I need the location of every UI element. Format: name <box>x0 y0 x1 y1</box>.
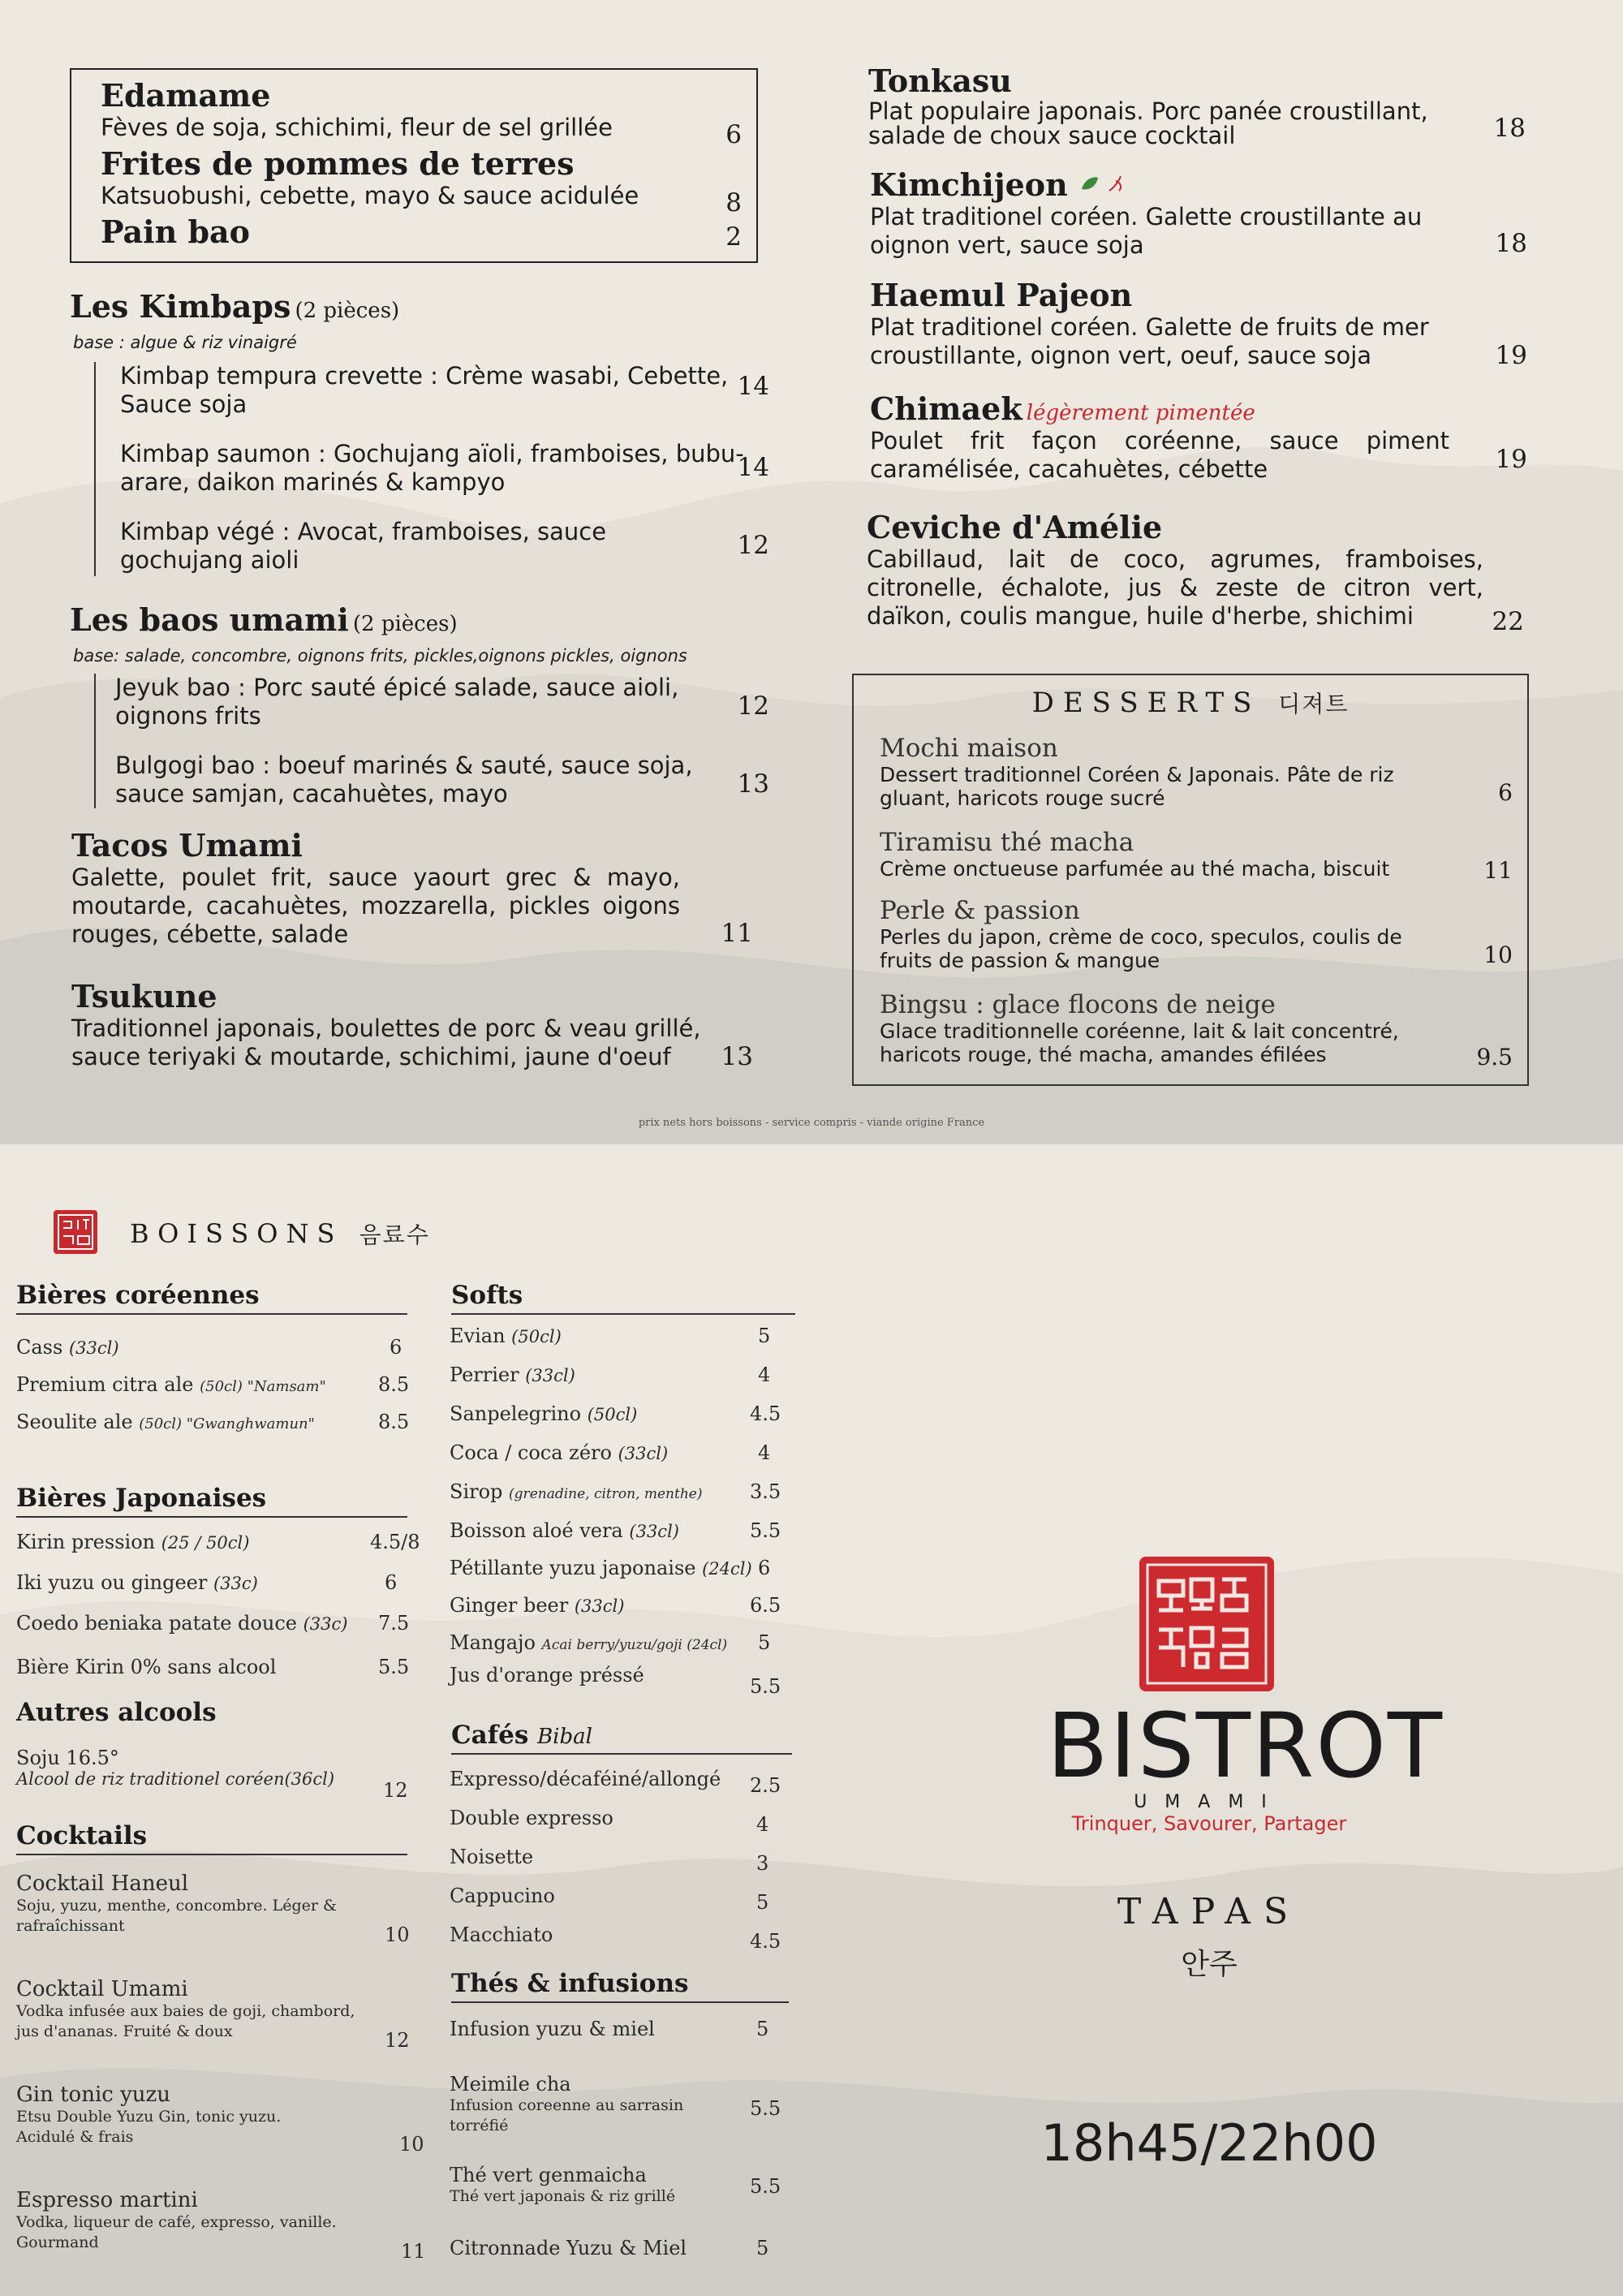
desserts-title-kr: 디져트 <box>1278 691 1350 717</box>
menu-item-frites <box>101 145 742 218</box>
boissons-title <box>130 1217 430 1250</box>
drink-price: 4 <box>758 1441 771 1464</box>
drink-item <box>16 1656 414 1678</box>
section-heading: Cocktails <box>16 1821 407 1855</box>
drink-name: Espresso martini <box>16 2188 198 2212</box>
drink-price: 5.5 <box>750 2097 781 2120</box>
cafes-section <box>451 1721 792 1755</box>
drink-name: Boisson aloé vera <box>450 1519 623 1542</box>
drink-price: 5 <box>756 1891 769 1914</box>
item-desc: Galette, poulet frit, sauce yaourt grec & mayo, moutarde, cacahuètes, mozzarella, pickles oigons rouges, cébette, salade <box>71 864 680 948</box>
drink-item <box>16 1747 414 1802</box>
drink-item <box>450 1402 799 1425</box>
section-heading: Bières Japonaises <box>16 1484 407 1518</box>
drink-volume: (50cl) <box>511 1327 562 1346</box>
item-price: 6 <box>725 120 742 149</box>
drink-volume: Acai berry/yuzu/goji (24cl) <box>541 1637 728 1653</box>
drink-desc: Alcool de riz traditionel coréen(36cl) <box>16 1769 335 1789</box>
list-item <box>115 752 716 808</box>
drink-price: 6 <box>385 1571 398 1594</box>
drink-name: Pétillante yuzu japonaise <box>450 1557 696 1579</box>
item-price: 13 <box>737 769 769 799</box>
item-price: 14 <box>737 453 769 482</box>
section-heading: Bières coréennes <box>16 1281 407 1315</box>
dessert-name: Perle & passion <box>880 896 1080 925</box>
bieres-coreennes-section <box>16 1281 407 1315</box>
item-name: Edamame <box>101 77 271 114</box>
drink-price: 4 <box>758 1363 771 1386</box>
drink-name: Soju 16.5° <box>16 1747 119 1769</box>
item-price: 13 <box>721 1042 753 1071</box>
baos-base: base: salade, concombre, oignons frits, pickles,oignons pickles, oignons <box>73 646 687 666</box>
drink-desc: Thé vert japonais & riz grillé <box>450 2187 676 2205</box>
drink-volume: (50cl) <box>587 1405 638 1424</box>
drink-name: Cocktail Umami <box>16 1977 188 2001</box>
item-desc: Plat populaire japonais. Porc panée croustillant, salade de choux sauce cocktail <box>868 97 1428 149</box>
item-price: 8 <box>725 188 742 218</box>
item-name: Pain bao <box>101 213 251 250</box>
drink-item <box>450 1631 799 1654</box>
dessert-desc: Crème onctueuse parfumée au thé macha, biscuit <box>880 857 1390 881</box>
menu-item-kimchijeon <box>870 167 1526 260</box>
section-count: (2 pièces) <box>352 612 458 636</box>
drink-name: Infusion yuzu & miel <box>450 2018 655 2040</box>
drink-price: 3 <box>756 1852 769 1875</box>
softs-list <box>450 1325 799 1698</box>
item-price: 19 <box>1495 341 1527 370</box>
drink-item <box>450 1325 799 1347</box>
drink-price: 11 <box>401 2240 426 2263</box>
seal-glyphs <box>1139 1557 1274 1691</box>
item-name: Tacos Umami <box>71 827 303 864</box>
drink-price: 10 <box>385 1923 410 1946</box>
drink-item <box>16 2083 424 2156</box>
drink-price: 5 <box>758 1631 771 1654</box>
drink-name: Citronnade Yuzu & Miel <box>450 2237 687 2259</box>
drink-price: 4 <box>756 1813 769 1836</box>
drink-volume: (33cl) <box>629 1522 679 1541</box>
cafe-brand: Bibal <box>537 1725 592 1749</box>
drink-volume: (33cl) <box>574 1596 625 1616</box>
drink-item <box>16 1531 420 1553</box>
brand-subtitle: UMAMI <box>1134 1792 1285 1812</box>
drink-item <box>450 2237 799 2259</box>
drink-name: Expresso/décaféiné/allongé <box>450 1768 721 1790</box>
drink-name: Evian <box>450 1325 506 1347</box>
section-title: Les Kimbaps <box>70 288 291 325</box>
drink-price: 10 <box>399 2133 424 2156</box>
drink-item <box>16 1571 414 1594</box>
section-title: Les baos umami <box>70 601 349 638</box>
menu-item-tacos <box>71 828 753 949</box>
dessert-price: 10 <box>1483 941 1513 968</box>
cafes-list <box>450 1768 799 1954</box>
kimbaps-header <box>70 289 399 325</box>
list-item <box>115 674 716 730</box>
kimbaps-list <box>94 362 769 576</box>
section-heading: Softs <box>451 1281 795 1315</box>
thes-section <box>451 1969 789 2003</box>
drink-price: 7.5 <box>378 1612 410 1635</box>
drink-name: Mangajo <box>450 1631 536 1654</box>
opening-hours: 18h45/22h00 <box>1040 2113 1378 2173</box>
drink-price: 5.5 <box>378 1656 410 1678</box>
drink-name: Gin tonic yuzu <box>16 2083 170 2107</box>
drink-item <box>450 1768 799 1797</box>
drink-price: 4.5 <box>750 1930 781 1953</box>
brand-tagline: Trinquer, Savourer, Partager <box>1071 1812 1347 1835</box>
drink-price: 3.5 <box>750 1480 781 1503</box>
drink-volume: (grenadine, citron, menthe) <box>509 1486 703 1502</box>
item-name: Frites de pommes de terres <box>101 145 575 182</box>
item-desc: Kimbap végé : Avocat, framboises, sauce gochujang aioli <box>120 518 607 574</box>
dessert-price: 11 <box>1483 857 1513 884</box>
item-desc: Traditionnel japonais, boulettes de porc & veau grillé, sauce teriyaki & moutarde, schichimi, jaune d'oeuf <box>71 1014 701 1070</box>
drink-item <box>450 1923 799 1953</box>
seal-stamp-logo <box>1139 1557 1274 1691</box>
menu-item-tsukune <box>71 979 753 1071</box>
item-name: Haemul Pajeon <box>870 277 1133 313</box>
item-name: Tonkasu <box>868 62 1012 99</box>
desserts-title-text: DESSERTS <box>1031 687 1261 719</box>
dessert-item <box>880 990 1513 1070</box>
item-price: 18 <box>1495 229 1527 258</box>
item-desc: Bulgogi bao : boeuf marinés & sauté, sauce soja, sauce samjan, cacahuètes, mayo <box>115 752 693 808</box>
kimbaps-base: base : algue & riz vinaigré <box>73 333 297 352</box>
drink-item <box>450 1363 799 1386</box>
dessert-item <box>880 828 1513 884</box>
item-desc: Cabillaud, lait de coco, agrumes, framboises, citronelle, échalote, jus & zeste de citron vert, daïkon, coulis mangue, huile d'herbe, shichimi <box>867 545 1483 630</box>
section-heading-text: Cafés <box>451 1721 529 1750</box>
drink-item <box>450 2018 799 2040</box>
drink-desc: Soju, yuzu, menthe, concombre. Léger & rafraîchissant <box>16 1897 337 1935</box>
drink-desc: Infusion coreenne au sarrasin torréfié <box>450 2096 684 2134</box>
drink-volume: (33cl) <box>525 1366 575 1385</box>
section-count: (2 pièces) <box>295 299 400 323</box>
item-desc: Jeyuk bao : Porc sauté épicé salade, sauce aioli, oignons frits <box>115 674 679 730</box>
dessert-name: Bingsu : glace flocons de neige <box>880 990 1276 1019</box>
drink-item <box>16 1373 410 1396</box>
drink-item <box>16 1872 414 1946</box>
drink-item <box>450 2164 799 2207</box>
drink-item <box>450 1885 799 1914</box>
menu-item-edamame <box>101 77 742 149</box>
item-desc: Kimbap tempura crevette : Crème wasabi, Cebette, Sauce soja <box>120 362 729 418</box>
dessert-item <box>880 734 1513 810</box>
drink-price: 6 <box>390 1336 403 1359</box>
drink-name: Iki yuzu ou gingeer <box>16 1571 208 1594</box>
menu-item-tonkasu <box>868 63 1524 148</box>
drink-name: Cocktail Haneul <box>16 1872 189 1896</box>
cocktails-section <box>16 1821 407 1855</box>
dessert-name: Tiramisu thé macha <box>880 828 1134 857</box>
drink-desc: Etsu Double Yuzu Gin, tonic yuzu. Acidulé & frais <box>16 2108 282 2146</box>
drink-desc: Vodka infusée aux baies de goji, chambord, jus d'ananas. Fruité & doux <box>16 2002 355 2040</box>
menu-item-pain-bao <box>101 214 742 250</box>
drink-name: Noisette <box>450 1846 534 1868</box>
bieres-japonaises-section <box>16 1484 407 1518</box>
item-name: Ceviche d'Amélie <box>867 509 1163 545</box>
starters-box <box>70 68 758 263</box>
drink-name: Bière Kirin 0% sans alcool <box>16 1656 277 1678</box>
drink-volume: (50cl) "Gwanghwamun" <box>139 1415 315 1432</box>
drink-price: 5.5 <box>750 1519 781 1542</box>
item-desc: Plat traditionel coréen. Galette croustillante au oignon vert, sauce soja <box>870 203 1423 259</box>
price-footnote: prix nets hors boissons - service compris - viande origine France <box>638 1117 985 1129</box>
drink-volume: (33cl) <box>68 1338 119 1358</box>
drink-name: Meimile cha <box>450 2073 571 2096</box>
drink-price: 8.5 <box>378 1373 410 1396</box>
drink-item <box>450 1519 799 1542</box>
list-item <box>120 518 721 575</box>
item-name-row <box>870 391 1526 427</box>
brand-logo <box>1047 1694 1444 1835</box>
drink-price: 8.5 <box>378 1411 410 1433</box>
drink-item <box>16 2188 426 2263</box>
section-tapas-kr: 안주 <box>1181 1948 1238 1981</box>
veggie-chili-icon <box>1078 173 1127 196</box>
spicy-note: légèrement pimentée <box>1026 401 1255 425</box>
drink-name: Seoulite ale <box>16 1411 133 1433</box>
item-name: Chimaek <box>870 390 1022 427</box>
drink-volume: (33c) <box>213 1574 258 1593</box>
baos-header <box>70 602 458 638</box>
drink-price: 5 <box>758 1325 771 1347</box>
drink-volume: (33c) <box>303 1614 348 1634</box>
drink-volume: (24cl) <box>702 1559 752 1579</box>
drink-name: Premium citra ale <box>16 1373 194 1396</box>
drink-desc: Vodka, liqueur de café, expresso, vanille. Gourmand <box>16 2213 337 2251</box>
drink-name: Macchiato <box>450 1923 553 1946</box>
dessert-desc: Glace traditionnelle coréenne, lait & lait concentré, haricots rouge, thé macha, amandes éfilées <box>880 1019 1399 1066</box>
section-heading <box>451 1721 792 1755</box>
drink-item <box>450 1846 799 1875</box>
softs-section <box>451 1281 795 1315</box>
drink-name: Sanpelegrino <box>450 1402 582 1425</box>
item-name <box>870 167 1526 203</box>
drink-price: 12 <box>383 1779 408 1802</box>
item-desc: Plat traditionel coréen. Galette de fruits de mer croustillante, oignon vert, oeuf, sauce soja <box>870 313 1429 369</box>
section-heading: Thés & infusions <box>451 1969 789 2003</box>
dessert-desc: Perles du japon, crème de coco, speculos, coulis de fruits de passion & mangue <box>880 925 1402 972</box>
item-desc: Kimbap saumon : Gochujang aïoli, framboises, bubu-arare, daikon marinés & kampyo <box>120 440 744 496</box>
menu-item-chimaek <box>870 391 1526 484</box>
dessert-item <box>880 896 1513 972</box>
drink-price: 6.5 <box>750 1594 781 1617</box>
drink-price: 2.5 <box>750 1774 781 1797</box>
drink-name: Double expresso <box>450 1807 613 1829</box>
drink-name: Perrier <box>450 1363 519 1386</box>
drink-item <box>16 1612 414 1635</box>
drink-price: 4.5 <box>750 1402 781 1425</box>
drink-name: Jus d'orange préssé <box>450 1664 644 1686</box>
baos-list <box>94 674 769 808</box>
boissons-title-text: BOISSONS <box>130 1218 343 1249</box>
drink-item <box>450 1441 799 1464</box>
item-name-text: Kimchijeon <box>870 166 1068 203</box>
desserts-title <box>854 687 1527 719</box>
drink-item <box>450 1480 799 1503</box>
dessert-desc: Dessert traditionnel Coréen & Japonais. Pâte de riz gluant, haricots rouge sucré <box>880 763 1394 810</box>
seal-stamp-small <box>54 1210 97 1254</box>
item-price: 11 <box>721 919 753 948</box>
item-price: 22 <box>1492 607 1524 636</box>
section-heading: Autres alcools <box>16 1698 217 1727</box>
item-price: 12 <box>737 531 769 560</box>
drink-name: Cappucino <box>450 1885 555 1907</box>
dessert-price: 6 <box>1498 779 1513 806</box>
item-desc: Fèves de soja, schichimi, fleur de sel grillée <box>101 114 613 141</box>
drink-price: 5.5 <box>750 1675 781 1698</box>
drink-volume: (50cl) "Namsam" <box>200 1378 326 1395</box>
item-desc: Poulet frit façon coréenne, sauce piment caramélisée, cacahuètes, cébette <box>870 427 1449 483</box>
desserts-box <box>852 674 1529 1086</box>
item-price: 12 <box>737 691 769 721</box>
item-desc: Katsuobushi, cebette, mayo & sauce acidulée <box>101 182 639 209</box>
boissons-title-kr: 음료수 <box>359 1221 430 1248</box>
autres-alcools-section <box>16 1698 407 1730</box>
drink-price: 6 <box>758 1557 771 1579</box>
drink-name: Cass <box>16 1336 63 1359</box>
dessert-price: 9.5 <box>1476 1044 1513 1070</box>
drink-item <box>450 1664 799 1698</box>
drink-name: Thé vert genmaicha <box>450 2164 647 2186</box>
drink-price: 5 <box>756 2237 769 2259</box>
drink-item <box>16 1336 407 1359</box>
drink-name: Sirop <box>450 1480 503 1503</box>
item-price: 14 <box>737 372 769 401</box>
item-name: Tsukune <box>71 978 217 1014</box>
item-price: 19 <box>1495 445 1527 474</box>
drink-volume: (33cl) <box>618 1444 669 1463</box>
list-item <box>120 362 818 419</box>
item-price: 18 <box>1493 114 1526 143</box>
drink-item <box>450 1807 799 1836</box>
drink-name: Coca / coca zéro <box>450 1441 612 1464</box>
drink-item <box>450 1594 799 1617</box>
brand-name: BISTROT <box>1047 1694 1444 1798</box>
drink-item <box>16 1977 414 2052</box>
drink-name: Coedo beniaka patate douce <box>16 1612 297 1635</box>
drink-price: 12 <box>385 2029 410 2052</box>
menu-item-ceviche <box>867 509 1524 636</box>
item-price: 2 <box>725 222 742 252</box>
list-item <box>120 440 745 497</box>
drink-price: 5.5 <box>750 2175 781 2198</box>
drink-price: 5 <box>756 2018 769 2040</box>
drink-item <box>16 1411 410 1433</box>
drink-price: 4.5/8 <box>370 1531 420 1553</box>
menu-item-haemul-pajeon <box>870 278 1526 370</box>
drink-name: Ginger beer <box>450 1594 569 1617</box>
dessert-name: Mochi maison <box>880 734 1058 763</box>
drink-name: Kirin pression <box>16 1531 156 1553</box>
section-tapas: TAPAS <box>1117 1891 1302 1932</box>
drink-volume: (25 / 50cl) <box>161 1533 250 1553</box>
drink-item <box>450 1557 799 1579</box>
thes-list <box>450 2018 799 2277</box>
drink-item <box>450 2073 799 2136</box>
